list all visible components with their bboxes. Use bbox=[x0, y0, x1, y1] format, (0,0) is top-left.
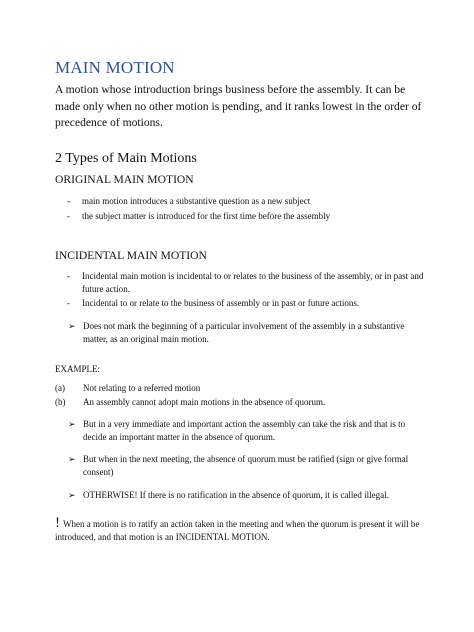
dash-bullet: - bbox=[67, 298, 70, 309]
list-item bbox=[55, 320, 425, 345]
arrow-bullet-icon: ➢ bbox=[68, 454, 76, 464]
dash-bullet: - bbox=[67, 196, 70, 206]
list-item bbox=[55, 297, 425, 310]
page-title: MAIN MOTION bbox=[55, 58, 175, 77]
list-item-text: But in a very immediate and important action the assembly can take the risk and that is to decide an important matter in the absence of quorum. bbox=[83, 419, 406, 442]
list-item-text: the subject matter is introduced for the first time before the assembly bbox=[82, 210, 331, 221]
list-item-text: Not relating to a referred motion bbox=[83, 383, 201, 393]
list-item bbox=[55, 453, 425, 478]
original-main-motion-heading: ORIGINAL MAIN MOTION bbox=[55, 173, 194, 186]
note-text: When a motion is to ratify an action taken in the meeting and when the quorum is present it will be introduced, and that motion is an INCIDENTAL MOTION. bbox=[55, 519, 420, 543]
example-point-2 bbox=[55, 453, 425, 478]
incidental-main-motion-heading: INCIDENTAL MAIN MOTION bbox=[55, 249, 207, 262]
list-marker: (b) bbox=[55, 396, 66, 407]
intro-paragraph: A motion whose introduction brings business before the assembly. It can be made only when no other motion is pending, and it ranks lowest in the order of precedence of motions. bbox=[55, 83, 422, 130]
list-item bbox=[55, 210, 425, 223]
list-item bbox=[55, 195, 425, 208]
list-marker: (a) bbox=[55, 383, 65, 393]
list-item-text: main motion introduces a substantive question as a new subject bbox=[82, 196, 311, 206]
list-item bbox=[55, 418, 425, 443]
list-item-text: An assembly cannot adopt main motions in the absence of quorum. bbox=[83, 396, 326, 407]
list-item bbox=[55, 382, 425, 395]
exclamation-icon: ! bbox=[55, 515, 60, 531]
incidental-main-motion-list bbox=[55, 270, 425, 312]
arrow-bullet-icon: ➢ bbox=[68, 419, 76, 429]
list-item bbox=[55, 270, 425, 295]
arrow-bullet-icon: ➢ bbox=[68, 321, 76, 331]
types-heading: 2 Types of Main Motions bbox=[55, 151, 197, 166]
list-item-text: Incidental to or relate to the business of assembly or in past or future actions. bbox=[82, 298, 360, 309]
example-point-1 bbox=[55, 418, 425, 443]
list-item bbox=[55, 396, 425, 409]
original-main-motion-list bbox=[55, 195, 425, 224]
list-item-text: But when in the next meeting, the absence of quorum must be ratified (sign or give formal consent) bbox=[83, 454, 409, 477]
list-item-text: Incidental main motion is incidental to or relates to the business of the assembly, or in past and future action. bbox=[82, 271, 424, 294]
note-paragraph bbox=[55, 515, 425, 544]
example-list bbox=[55, 382, 425, 409]
arrow-bullet-icon: ➢ bbox=[68, 490, 76, 500]
dash-bullet: - bbox=[67, 271, 70, 281]
incidental-arrow-list bbox=[55, 320, 425, 345]
example-point-3 bbox=[55, 489, 425, 502]
example-label: EXAMPLE: bbox=[55, 364, 100, 374]
list-item bbox=[55, 489, 425, 502]
dash-bullet: - bbox=[67, 210, 70, 221]
list-item-text: OTHERWISE! If there is no ratification in the absence of quorum, it is called illegal. bbox=[83, 490, 389, 500]
list-item-text: Does not mark the beginning of a particular involvement of the assembly in a substantive matter, as an original main motion. bbox=[83, 321, 405, 344]
